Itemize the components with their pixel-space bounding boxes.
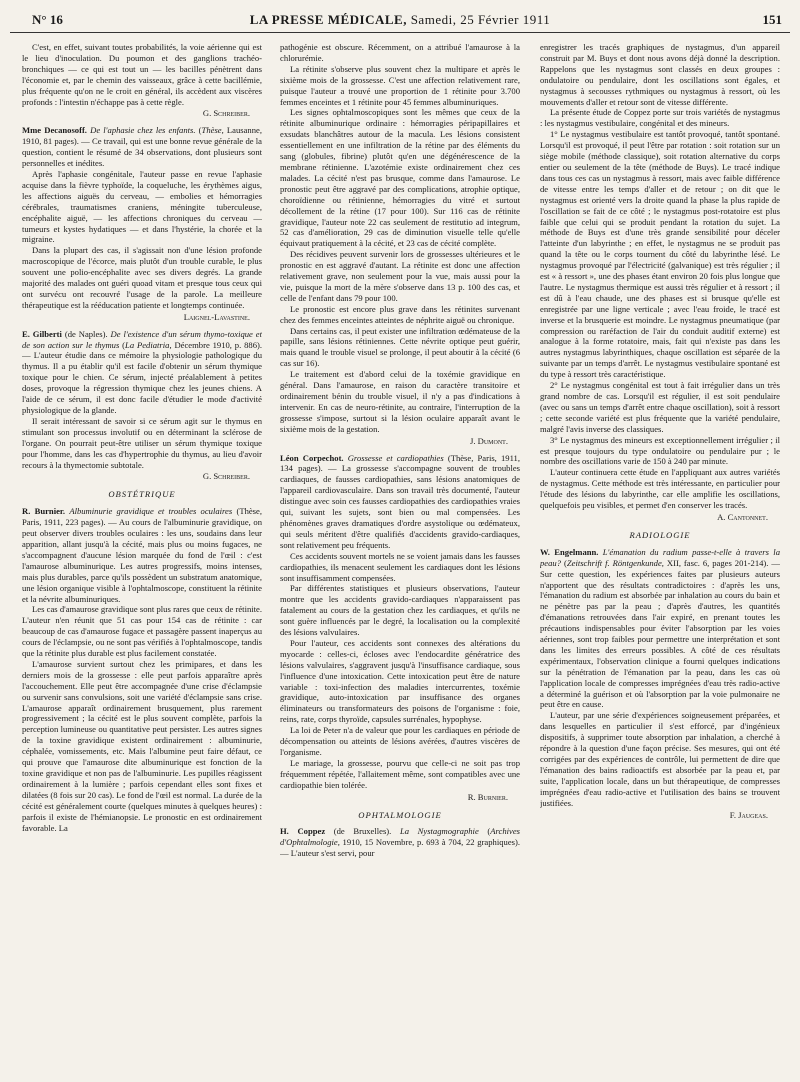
paragraph: La loi de Peter n'a de valeur que pour les cardiaques en période de décompensation ou atteints de lésions avérées, d'autres viscères de l'organisme.	[280, 725, 520, 757]
signature: A. Cantonnet.	[717, 511, 768, 522]
issue-date: Samedi, 25 Février 1911	[410, 12, 551, 27]
paragraph: Le mariage, la grossesse, pourvu que celle-ci ne soit pas trop fréquemment répétée, l'allaitement même, sont compatibles avec une cardiopathie bien tolérée.	[280, 757, 520, 790]
paragraph: Dans la plupart des cas, il s'agissait non d'une lésion profonde macroscopique de l'écorce, mais plutôt d'un trouble curable, le plus souvent une polio-encéphalite avec ses divers degrés. La grande majorité des malades ont guéri quoad vitam et presque tous ceux qui ont survécu ont recouvré l'usage de la parole. La meilleure thérapeutique est la rééducation patiente et longtemps continuée.	[22, 245, 262, 310]
review-entry	[280, 453, 520, 551]
review-title: La Nystagmographie	[399, 826, 479, 837]
review-entry: Mme Decanosoff. De l'aphasie chez les enfants. (Thèse, Lausanne, 1910, 81 pages). — Ce travail, qui est une bonne revue générale de la question, contient le résumé de 34 observations, dont plusieurs sont personnelles et inédites.	[22, 125, 262, 169]
review-title: De l'aphasie chez les enfants.	[90, 125, 196, 136]
review-author: Mme Decanosoff.	[22, 125, 87, 136]
signature: R. Burnier.	[467, 791, 508, 802]
columns	[22, 42, 782, 1074]
review-text: (Thèse, Paris, 1911, 223 pages). — Au cours de l'albuminurie gravidique, on peut observer divers troubles oculaires : les uns, soudains dans leur apparition, allant jusqu'à la cécité, mais plus ou moins fugaces, ne s'accompagnent d'aucune lésion marquée du fond de l'œil : c'est l'amaurose albuminurique. Les autres progressifs, moins intenses, mais plus durables, parce qu'ils possèdent un substratum anatomique, une lésion organique visible à l'ophtalmoscope, constituent la rétinite et la névrite albuminuriques.	[22, 506, 262, 604]
signature: Laignel-Lavastine.	[183, 311, 250, 322]
paragraph: enregistrer les tracés graphiques de nystagmus, d'un appareil construit par M. Buys et dont nous avons déjà donné la description. Rappelons que les nystagmus sont classés en deux groupes : ondulatoire ou pendulaire, dont les oscillations sont égales, et nystagmus à secousses rythmiques ou nystagmus à ressort, où les mouvements d'aller et retour sont de vitesse différente.	[540, 42, 780, 107]
paragraph: C'est, en effet, suivant toutes probabilités, la voie aérienne qui est le lieu d'inoculation. Du poumon et des ganglions trachéo-bronchiques — ce qui est tout un — les bacilles pénètrent dans l'économie et, par le chemin des vaisseaux, grâce à cette bacillémie, plus fréquente qu'on ne le croit en général, ils accèdent aux viscères profonds : l'intestin n'échappe pas à cette règle.	[22, 42, 262, 107]
column-3	[540, 42, 780, 1074]
review-entry: W. Engelmann. L'émanation du radium passe-t-elle à travers la peau? (Zeitschrift f. Röntgenkunde, XII, fasc. 6, pages 201-214). — Sur cette question, les expériences faites par plusieurs auteurs n'apportent que des résultats contradictoires : d'après les uns, l'émanation du radium est absorbée par inhalation au cours du bain et ne pénètre pas par la peau ; d'après d'autres, les quantités d'émanations retrouvées dans l'air expiré, en prenant toutes les précautions indispensables pour éviter l'absorption par les voies aériennes, sont trop faibles pour permettre une interprétation et sont dans les limites des erreurs possibles. A côté de ces résultats expérimentaux, l'observation clinique a fourni quelques indications sur la pénétration de l'émanation par la peau, dans les cas où l'application locale de compresses imprégnées d'eau très radio-active a déterminé la guérison et où l'absorption par la voie pulmonaire ne peut être en cause.	[540, 546, 780, 710]
paragraph: La présente étude de Coppez porte sur trois variétés de nystagmus : les nystagmus vestibulaire, congénital et des mineurs.	[540, 107, 780, 129]
review-text: , Lausanne, 1910, 81 pages). — Ce travail, qui est une bonne revue générale de la question, contient le résumé de 34 observations, dont plusieurs sont personnelles et inédites.	[22, 125, 262, 169]
review-author: H. Coppez	[280, 826, 326, 837]
page-number: 151	[762, 12, 782, 27]
issue-number: N° 16	[32, 12, 63, 27]
review-title: Albuminurie gravidique et troubles oculaires	[69, 506, 233, 517]
paragraph: pathogénie est obscure. Récemment, on a attribué l'amaurose à la chlorurémie.	[280, 42, 520, 63]
paragraph: Dans certains cas, il peut exister une infiltration œdémateuse de la papille, sans lésions rétiniennes. Cette névrite optique peut guérir, mais quand le trouble visuel se prolonge, il peut aboutir à la cécité (6 cas sur 16).	[280, 325, 520, 369]
paragraph: Par différentes statistiques et plusieurs observations, l'auteur montre que les accidents gravido-cardiaques n'apparaissent pas fatalement au cours de la gestation chez les cardiaques, et qu'ils ne sont guère influencés par le degré, la localisation ou la complexité des lésions valvulaires.	[280, 583, 520, 638]
signature: G. Schreiber.	[202, 108, 250, 119]
paragraph: Ces accidents souvent mortels ne se voient jamais dans les fausses cardiopathies, ils menacent seulement les cardiaques dont les lésions sont insuffisamment compensées.	[280, 550, 520, 583]
review-text: , 1910, 15 Novembre, p. 693 à 704, 22 graphiques). — L'auteur s'est servi, pour	[280, 837, 520, 859]
paragraph: Pour l'auteur, ces accidents sont connexes des altérations du myocarde : celles-ci, écloses avec l'endocardite génératrice des lésions valvulaires, s'aggravent jusqu'à l'insuffisance cardiaque, sous l'influence d'une intoxication. Cette intoxication peut être de nature variable : toxi-infection des maladies intercurrentes, toxémie gravidique, auto-intoxication par insuffisance des organes éliminateurs ou transformateurs des poisons de l'organisme : foie, reins, rate, corps thyroïde, capsules surrénales, hypophyse.	[280, 637, 520, 725]
section-heading-obstetrique: OBSTÉTRIQUE	[108, 489, 176, 500]
paragraph: Des récidives peuvent survenir lors de grossesses ultérieures et le pronostic en est aggravé d'autant. La rétinite est donc une affection relativement grave, non seulement pour la vue, mais aussi pour la vie, puisque la mort de la mère s'observe dans 13 p. 100 des cas, et celle de l'enfant dans 79 pour 100.	[280, 249, 520, 303]
paragraph: 1° Le nystagmus vestibulaire est tantôt provoqué, tantôt spontané. Lorsqu'il est provoqué, il peut l'être par rotation : soit rotation sur un siège mobile (méthode classique), soit rotation alternative du corps entier ou seulement de la tête (méthode de Buys). Le tracé indique dans tous ces cas un nystagmus à ressort, mais avec faible différence de vitesse entre les temps d'aller et de retour ; on dit que le nystagmus est orienté vers la droite quand la phase la plus rapide de l'oscillation se fait de ce côté ; le nystagmus post-rotatoire est plus faible que celui qui se produit pendant la rotation du sujet. La méthode de Buys est d'une très grande sensibilité pour déceler l'atteinte d'un labyrinthe ; en effet, le nystagmus ne se produit pas quand la tête ou le corps tournent du côté du labyrinthe lésé. Le nystagmus provoqué par l'électricité (galvanique) est très régulier ; il est « à ressort », une des phases étant environ 20 fois plus longue que l'autre. Le nystagmus thermique est aussi très régulier et à ressort ; il est dû à l'eau chaude, une des phases est si brusque qu'elle est enregistrée par une ligne verticale ; avec l'eau froide, le tracé est inverse et la brusquerie est moindre. Le nystagmus pneumatique (par compression ou raréfaction de l'air du conduit auditif externe) est analogue à la forme rotatoire, mais, fait qui n'existe pas dans les autres nystagmus labyrinthiques, chaque oscillation est séparée de la suivante par un temps d'arrêt. Le nystagmus vestibulaire spontané est du type à ressort très caractéristique.	[540, 129, 780, 380]
signature: G. Schreiber.	[202, 471, 250, 482]
paragraph: Il serait intéressant de savoir si ce sérum agit sur le thymus en stimulant son processus involutif ou en déterminant la sclérose de l'organe. On pourrait peut-être utiliser un sérum thymique toxique pour l'homme, dans les cas d'hypertrophie du thymus, au lieu d'avoir recours à la thymectomie subtotale.	[22, 415, 262, 470]
paragraph: Le pronostic est encore plus grave dans les rétinites survenant chez des femmes enceintes atteintes de néphrite aiguë ou chronique.	[280, 303, 520, 325]
review-author: Léon Corpechot.	[280, 452, 344, 463]
paragraph: 3° Le nystagmus des mineurs est exceptionnellement irrégulier ; il est presque toujours du type ondulatoire ou pendulaire pur ; le nombre des oscillations varie de 150 à 240 par minute.	[540, 434, 780, 467]
review-entry: H. Coppez (de Bruxelles). La Nystagmographie (Archives d'Ophtalmologie, 1910, 15 Novembre, p. 693 à 704, 22 graphiques). — L'auteur s'est servi, pour	[280, 826, 520, 859]
paragraph: 2° Le nystagmus congénital est tout à fait irrégulier dans un très grand nombre de cas. Lorsqu'il est régulier, il est soit pendulaire (avec ou sans un temps d'arrêt entre chaque oscillation), soit à ressort ; cette seconde variété est plus fréquente que la variété pendulaire, malgré l'avis inverse des classiques.	[540, 380, 780, 434]
signature: J. Dumont.	[470, 435, 508, 446]
review-title: L'émanation du radium passe-t-elle à travers la peau?	[540, 546, 780, 568]
signature: F. Jaugeas.	[729, 809, 768, 820]
journal-title	[10, 12, 790, 28]
review-title: Grossesse et cardiopathies	[347, 452, 444, 463]
review-entry	[22, 506, 262, 604]
paragraph: L'auteur, par une série d'expériences soigneusement préparées, et dans lesquelles en particulier il s'est efforcé, par d'ingénieux dispositifs, à supprimer toute absorption par inhalation, a cherché à répondre à la question d'une façon précise. Ses mesures, qui ont été corrigées par des expériences de contrôle, lui permettent de dire que l'émanation des bains radioactifs est absorbée par la peau et, par suite, l'application locale, dans un but thérapeutique, de compresses imprégnées d'eau radio-active et l'utilisation des bains se trouvent justifiées.	[540, 710, 780, 808]
paragraph: L'auteur continuera cette étude en l'appliquant aux autres variétés de nystagmus. Cette méthode est très intéressante, en particulier pour l'étude des lésions du labyrinthe, car elle amplifie les oscillations, quelquefois peu visibles, et permet d'en conserver les tracés.	[540, 467, 780, 511]
paragraph: Les signes ophtalmoscopiques sont les mêmes que ceux de la rétinite albuminurique ordinaire : hémorragies péripapillaires et exsudats blanchâtres autour de la macula. Les lésions consistent essentiellement en une infiltration de la rétine par des éléments du sang (globules, fibrine) plutôt qu'en une dégénérescence de la membrane rétinienne. L'azotémie existe ordinairement chez ces malades. La cécité n'est pas brusque, comme dans l'amaurose. Le pronostic peut être aggravé par des complications, atrophie optique, choroïdienne ou rétinienne, hémorragies du vitré et surtout décollement de la rétine (17 pour 100). Sur 116 cas de rétinite gravidique, l'auteur note 22 cas seulement de restitutio ad integrum, 52 cas d'amélioration, 29 cas de diminution visuelle telle qu'elle équivaut pratiquement à la cécité, et 23 cas de cécité complète.	[280, 107, 520, 249]
running-header	[10, 10, 790, 33]
review-entry: E. Gilberti (de Naples). De l'existence d'un sérum thymo-toxique et de son action sur le thymus (La Pediatria, Décembre 1910, p. 886). — L'auteur étudie dans ce mémoire la physiologie pathologique du thymus. Il a pu établir qu'il est facile d'obtenir un sérum thymique toxique pour le chien. Ce sérum, injecté préalablement à petites doses, provoque la régression thymique chez les jeunes chiens. A l'aide de ce sérum, il est donc facile d'étudier le mode d'activité physiologique de la glande.	[22, 328, 262, 415]
review-author: E. Gilberti	[22, 328, 62, 339]
review-text: (Thèse, Paris, 1911, 134 pages). — La grossesse s'accompagne souvent de troubles cardiaques, de fausses cardiopathies, sans lésions anatomiques de l'appareil cardiovasculaire. Dans son travail très documenté, l'auteur distingue avec soin ces fausses cardiopathies des cardiopathies vraies qui, suivant les sujets, sont bien ou mal compensées. Les phénomènes graves dramatiques d'ordre asystolique ou œdémateux, qui seuls méritent d'être qualifiés d'accidents gravido-cardiaques, sont relativement peu fréquents.	[280, 452, 520, 550]
review-author: R. Burnier.	[22, 506, 66, 517]
review-city: (de Naples).	[61, 328, 111, 339]
review-title: De l'existence d'un sérum thymo-toxique et de son action sur le thymus	[22, 328, 262, 350]
review-city: (de Bruxelles).	[325, 826, 400, 837]
review-text: , Décembre 1910, p. 886). — L'auteur étudie dans ce mémoire la physiologie pathologique du thymus. Il a pu établir qu'il est facile d'obtenir un sérum thymique toxique pour le chien. Ce sérum, injecté préalablement à petites doses, provoque la régression thymique chez les jeunes chiens. A l'aide de ce sérum, il est donc facile d'étudier le mode d'activité physiologique de la glande.	[22, 339, 262, 415]
column-1	[22, 42, 262, 1074]
review-author: W. Engelmann.	[540, 546, 599, 557]
review-source: Zeitschrift f. Röntgenkunde	[566, 557, 662, 568]
paragraph: La rétinite s'observe plus souvent chez la multipare et après le sixième mois de la grossesse. C'est une affection relativement rare, puisque l'auteur a trouvé une proportion de 1 rétinite pour 3.700 femmes enceintes et 1 rétinite pour 45 femmes albuminuriques.	[280, 63, 520, 107]
review-text: , XII, fasc. 6, pages 201-214). — Sur cette question, les expériences faites par plusieurs auteurs n'apportent que des résultats contradictoires : d'après les uns, l'émanation du radium est absorbée par inhalation au cours du bain et ne pénètre pas par la peau ; d'après d'autres, les quantités d'émanations retrouvées dans l'air expiré, en prenant toutes les précautions indispensables pour éviter l'absorption par les voies aériennes, sont trop faibles pour permettre une interprétation et sont dans les limites des erreurs possibles. A côté de ces résultats expérimentaux, l'observation clinique a fourni quelques indications sur la pénétration de l'émanation par la peau, dans les cas où l'application locale de compresses imprégnées d'eau très radio-active a déterminé la guérison et où l'absorption par la voie pulmonaire ne peut être en cause.	[540, 557, 780, 710]
paragraph: Le traitement est d'abord celui de la toxémie gravidique en général. Dans l'amaurose, en raison du caractère transitoire et ordinairement bénin du trouble visuel, il n'y a pas d'indications à intervenir. En cas de neuro-rétinite, au contraire, l'interruption de la grossesse s'impose, surtout si la lésion oculaire apparaît avant le sixième mois de la gestation.	[280, 369, 520, 434]
column-2	[280, 42, 520, 1074]
paragraph: Les cas d'amaurose gravidique sont plus rares que ceux de rétinite. L'auteur n'en réunit que 51 cas pour 154 cas de rétinite : car beaucoup de cas d'amaurose fugace et passagère passent inaperçus au cours de l'éclampsie, ou ne sont pas vérifiés à l'ophtalmoscope, tandis que la rétinite plus durable est plus facilement constatée.	[22, 604, 262, 659]
paragraph: L'amaurose survient surtout chez les primipares, et dans les derniers mois de la grossesse : elle peut parfois apparaître après l'accouchement. Elle peut être accompagnée d'une crise d'éclampsie ou survenir sans convulsions, soit une variété d'éclampsie sans crise. L'amaurose apparaît ordinairement brusquement, plus rarement progressivement ; la cécité est le plus souvent complète, parfois la perception lumineuse ou quantitative peut persister. Les autres signes de la toxine gravidique existent ordinairement : albuminurie, céphalée, vomissements, etc. Mais l'albumine peut faire défaut, ce qui prouve que l'amaurose dite albuminurique est fonction de la toxine gravidique et non pas de l'albuminurie. Les pupilles réagissent ordinairement à la lumière ; parfois cependant elles sont fixes et dilatées (8 fois sur 20 cas). Le fond de l'œil est normal. La durée de la cécité est généralement courte (quelques minutes à quelques heures) : parfois il existe de l'hémianopsie. Le pronostic en est ordinairement favorable. La	[22, 658, 262, 833]
section-heading-ophtalmologie: OPHTALMOLOGIE	[358, 809, 442, 820]
review-source: Thèse	[201, 125, 222, 136]
paragraph: Après l'aphasie congénitale, l'auteur passe en revue l'aphasie acquise dans la fièvre typhoïde, la coqueluche, les érythèmes aigus, les affections aiguës du cerveau, — embolies et hémorragies cérébrales, traumatismes craniens, méningite tuberculeuse, encéphalite aiguë, — les affections chroniques du cerveau — tumeurs et kystes hydatiques — et dans l'hystérie, la chorée et la migraine.	[22, 168, 262, 245]
section-heading-radiologie: RADIOLOGIE	[629, 529, 691, 540]
journal-name: LA PRESSE MÉDICALE,	[249, 12, 407, 27]
review-source: La Pediatria	[125, 339, 170, 350]
review-source: Archives d'Ophtalmologie	[280, 826, 520, 848]
